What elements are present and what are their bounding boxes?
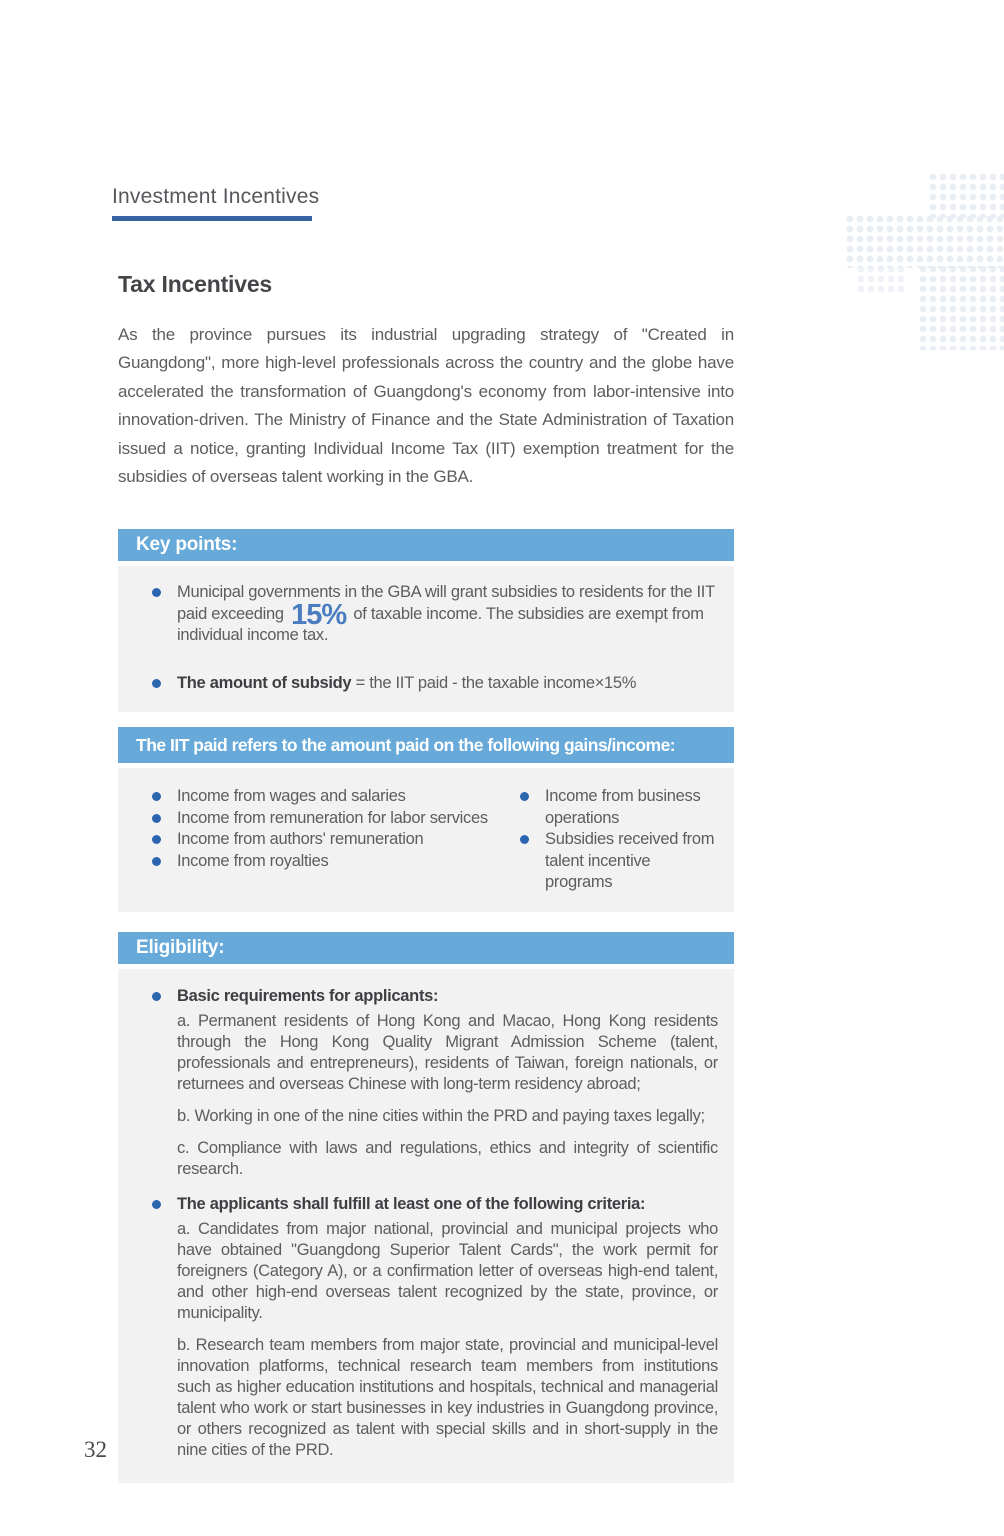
key-points-box xyxy=(118,566,734,712)
income-list-left xyxy=(118,786,500,894)
list-item-text: Income from remuneration for labor services xyxy=(177,808,488,827)
bullet-dot xyxy=(152,814,161,823)
iit-gains-box xyxy=(118,768,734,912)
eligibility-box xyxy=(118,969,734,1483)
eligibility-item-title: The applicants shall fulfill at least one of the following criteria: xyxy=(177,1194,646,1213)
eligibility-heading: Eligibility: xyxy=(136,936,225,958)
bullet-dot xyxy=(520,835,529,844)
list-item-text xyxy=(177,1194,718,1461)
bullet-dot xyxy=(152,679,161,688)
list-item xyxy=(118,808,500,830)
eligibility-item-title: Basic requirements for applicants: xyxy=(177,986,439,1005)
list-item xyxy=(118,1194,718,1461)
list-item xyxy=(118,829,500,851)
list-item-text: Income from royalties xyxy=(177,851,329,870)
highlight-percentage: 15% xyxy=(291,598,347,631)
iit-gains-banner xyxy=(118,727,734,763)
section-underline xyxy=(112,216,312,221)
dot-map-decoration xyxy=(928,172,1004,218)
list-item xyxy=(118,986,718,1180)
list-item xyxy=(118,582,718,647)
list-item xyxy=(500,786,718,829)
eligibility-paragraph: a. Permanent residents of Hong Kong and Macao, Hong Kong residents through the Hong Kong Quality Migrant Admission Scheme (talent, professionals and entrepreneurs), residents of Taiwan, foreign nationals, or returnees and overseas Chinese with long-term residency abroad; xyxy=(177,1011,718,1093)
list-item-text xyxy=(177,986,718,1180)
list-item xyxy=(118,673,718,695)
key-point-text-post: of taxable income. The subsidies are exempt from individual income tax. xyxy=(177,604,704,645)
list-item-text xyxy=(177,582,718,647)
eligibility-paragraph: a. Candidates from major national, provincial and municipal projects who have obtained "Guangdong Superior Talent Cards", the work permit for foreigners (Category A), or a confirmation letter of overseas high-end talent, and other high-end overseas talent recognized by the state, province, or municipality. xyxy=(177,1219,718,1322)
subsidy-formula-label: The amount of subsidy xyxy=(177,673,352,692)
list-item-text: Income from wages and salaries xyxy=(177,787,406,806)
dot-map-decoration xyxy=(845,214,1004,268)
dot-map-decoration xyxy=(856,264,906,294)
content-column xyxy=(118,271,734,1483)
list-item xyxy=(500,829,718,894)
dot-map-decoration xyxy=(918,264,1004,350)
eligibility-paragraph: c. Compliance with laws and regulations, ethics and integrity of scientific research. xyxy=(177,1138,718,1178)
bullet-dot xyxy=(152,792,161,801)
bullet-dot xyxy=(152,1200,161,1209)
income-list-right xyxy=(500,786,718,894)
eligibility-paragraph: b. Working in one of the nine cities within the PRD and paying taxes legally; xyxy=(177,1106,705,1125)
eligibility-paragraph: b. Research team members from major state, provincial and municipal-level innovation platforms, technical research team members from institutions such as higher education institutions and hospitals, technical and managerial talent who work or start businesses in key industries in Guangdong province, or others recognized as talent with special skills and in short-supply in the nine cities of the PRD. xyxy=(177,1335,718,1459)
list-item-text: Subsidies received from talent incentive programs xyxy=(545,830,715,892)
key-point-text-pre: Municipal governments in the GBA will grant subsidies to residents for the IIT paid exceeding xyxy=(177,583,715,623)
bullet-dot xyxy=(152,835,161,844)
bullet-dot xyxy=(152,857,161,866)
page-title: Tax Incentives xyxy=(118,271,273,297)
list-item xyxy=(118,786,500,808)
key-points-banner xyxy=(118,529,734,561)
section-label: Investment Incentives xyxy=(112,185,320,208)
key-points-heading: Key points: xyxy=(136,534,238,556)
eligibility-banner xyxy=(118,932,734,964)
running-header xyxy=(112,185,319,221)
list-item xyxy=(118,851,500,873)
intro-paragraph: As the province pursues its industrial upgrading strategy of "Created in Guangdong", more high-level professionals across the country and the globe have accelerated the transformation of Guangdong's economy from labor-intensive into innovation-driven. The Ministry of Finance and the State Administration of Taxation issued a notice, granting Individual Income Tax (IIT) exemption treatment for the subsidies of overseas talent working in the GBA. xyxy=(118,325,734,487)
bullet-dot xyxy=(152,992,161,1001)
bullet-dot xyxy=(152,588,161,597)
subsidy-formula-text: = the IIT paid - the taxable income×15% xyxy=(351,673,637,692)
list-item-text xyxy=(177,673,718,695)
iit-gains-heading: The IIT paid refers to the amount paid on the following gains/income: xyxy=(136,735,676,756)
list-item-text: Income from authors' remuneration xyxy=(177,830,424,849)
page-number: 32 xyxy=(84,1437,107,1462)
list-item-text: Income from business operations xyxy=(545,787,701,827)
bullet-dot xyxy=(520,792,529,801)
